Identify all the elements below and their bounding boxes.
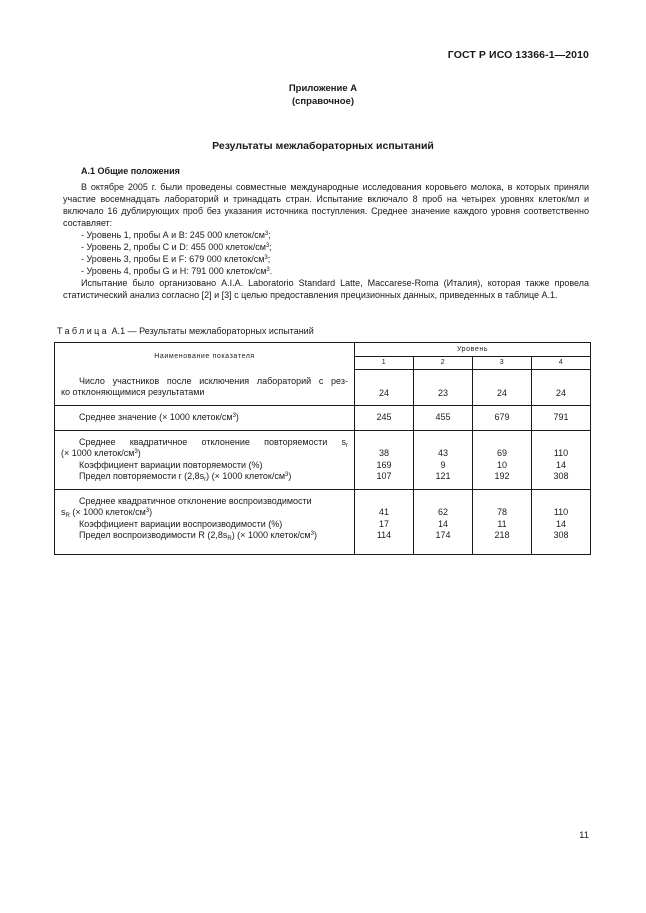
level-item: - Уровень 4, пробы G и Н: 791 000 клеток/$см^3$. (81, 266, 273, 276)
page-title: Результаты межлабораторных испытаний (212, 140, 434, 152)
annex-heading (0, 82, 646, 108)
table-cell: 679 (473, 406, 532, 431)
table-cell: 24 (355, 370, 414, 406)
table-cell: 69 10 192 (473, 430, 532, 489)
level-item: - Уровень 3, пробы Е и F: 679 000 клеток/$см^3$; (81, 254, 271, 264)
table-row (55, 406, 591, 431)
table-cell: 24 (532, 370, 591, 406)
level-number: 2 (414, 357, 473, 370)
row-label: Среднее квадратичное отклонение повторяемости $s_r$ (× 1000 клеток/$см^3$) Коэффициент вариации повторяемости (%) Предел повторяемости r $(2,8s_r)$ (× 1000 клеток/$см^3$) (55, 430, 355, 489)
table-cell: 791 (532, 406, 591, 431)
level-number: 1 (355, 357, 414, 370)
table-cell: 245 (355, 406, 414, 431)
table-cell: 43 9 121 (414, 430, 473, 489)
level-number: 4 (532, 357, 591, 370)
row-label: Среднее значение (× 1000 клеток/$см^3$) (55, 406, 355, 431)
section-title: А.1 Общие положения (81, 166, 180, 176)
table-caption: Таблица А.1 — Результаты межлабораторных испытаний (57, 326, 314, 336)
row-label: Число участников после исключения лабораторий с рез- ко отклоняющимися результатами (55, 370, 355, 406)
table-cell: 23 (414, 370, 473, 406)
level-number: 3 (473, 357, 532, 370)
body-text (63, 181, 589, 301)
annex-type: (справочное) (291, 96, 355, 107)
organizer-paragraph: Испытание было организовано A.I.A. Laboratorio Standard Latte, Maccarese-Roma (Италия), которая также провела статистический анализ согласно [2] и [3] с целью предоставления прецизионных данных, приведенных в таблице А.1. (63, 278, 589, 300)
table-row (55, 489, 591, 554)
results-table (54, 342, 591, 555)
table-cell: 110 14 308 (532, 489, 591, 554)
table-cell: 24 (473, 370, 532, 406)
standard-number: ГОСТ Р ИСО 13366-1—2010 (447, 49, 589, 61)
table-row (55, 370, 591, 406)
table-cell: 41 17 114 (355, 489, 414, 554)
table-cell: 110 14 308 (532, 430, 591, 489)
table-cell: 38 169 107 (355, 430, 414, 489)
header-name: Наименование показателя (55, 343, 355, 370)
table-cell: 455 (414, 406, 473, 431)
level-item: - Уровень 1, пробы А и В: 245 000 клеток/$см^3$; (81, 230, 271, 240)
table-cell: 62 14 174 (414, 489, 473, 554)
annex-title: Приложение А (288, 83, 358, 94)
page-number: 11 (579, 830, 589, 841)
level-item: - Уровень 2, пробы С и D: 455 000 клеток/$см^3$; (81, 242, 272, 252)
table-cell: 78 11 218 (473, 489, 532, 554)
intro-paragraph: В октябре 2005 г. были проведены совместные международные исследования коровьего молока, в которых приняли участие восемнадцать лабораторий и тринадцать стран. Испытание включало 8 проб на четырех уровнях клеток/мл и включало 16 дублирующих проб без указания источника поступления. Среднее значение каждого уровня соответственно составляет: (63, 182, 589, 228)
table-row (55, 430, 591, 489)
header-level: Уровень (355, 343, 591, 357)
row-label: Среднее квадратичное отклонение воспроизводимости $s_R$ (× 1000 клеток/$см^3$) Коэффициент вариации воспроизводимости (%) Предел воспроизводимости R $(2,8s_R)$ (× 1000 клеток/$см^3$) (55, 489, 355, 554)
